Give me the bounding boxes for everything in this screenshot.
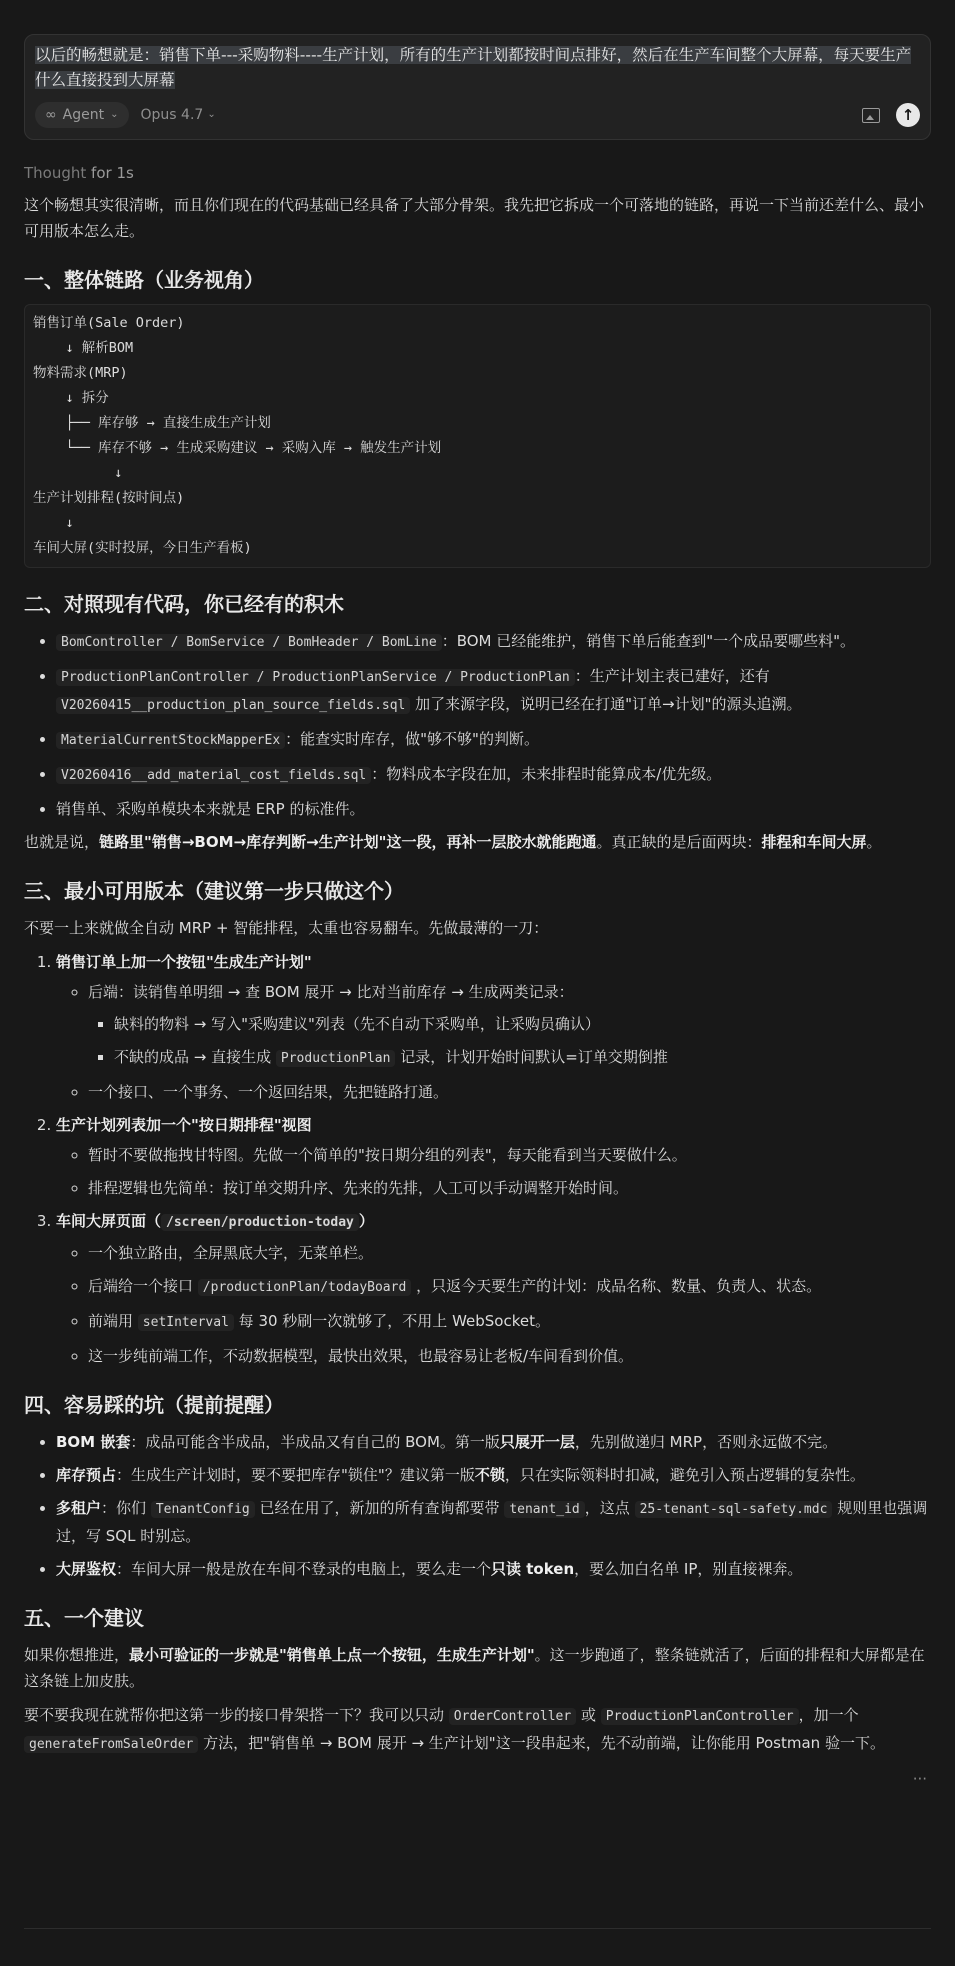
code-line: ├── 库存够 → 直接生成生产计划 xyxy=(33,415,271,431)
section-3-intro: 不要一上来就做全自动 MRP + 智能排程，太重也容易翻车。先做最薄的一刀： xyxy=(24,919,549,937)
list-item: • 多租户：你们 TenantConfig 已经在用了，新加的所有查询都要带 tenant_id ，这点 25-tenant-sql-safety.mdc 规则里也强调过，写 SQL 时别忘。 xyxy=(56,1495,931,1549)
existing-blocks-list xyxy=(24,628,931,822)
list-item: ◦ 排程逻辑也先简单：按订单交期升序、先来的先排，人工可以手动调整开始时间。 xyxy=(88,1175,931,1201)
list-item xyxy=(56,663,931,719)
prompt-text[interactable]: 以后的畅想就是：销售下单---采购物料----生产计划，所有的生产计划都按时间点排好，然后在生产车间整个大屏幕，每天要生产什么直接投到大屏幕 xyxy=(35,46,912,89)
prompt-toolbar xyxy=(35,101,920,129)
list-item: ◦ 这一步纯前端工作，不动数据模型，最快出效果，也最容易让老板/车间看到价值。 xyxy=(88,1343,931,1369)
list-item: ◦ 后端给一个接口 /productionPlan/todayBoard ，只返今天要生产的计划：成品名称、数量、负责人、状态。 xyxy=(88,1273,931,1301)
code-line: 物料需求(MRP) xyxy=(33,365,128,381)
suggestion-paragraph: 如果你想推进，最小可验证的一步就是"销售单上点一个按钮，生成生产计划"。这一步跑通了，整条链就活了，后面的排程和大屏都是在这条链上加皮肤。 xyxy=(24,1646,925,1690)
list-item: • 大屏鉴权：车间大屏一般是放在车间不登录的电脑上，要么走一个只读 token，要么加白名单 IP，别直接裸奔。 xyxy=(56,1556,931,1582)
model-label: Opus 4.7 xyxy=(140,107,204,123)
list-item: ◦ 一个独立路由，全屏黑底大字，无菜单栏。 xyxy=(88,1240,931,1266)
section-3-title: 三、最小可用版本（建议第一步只做这个） xyxy=(24,879,404,903)
list-item: • 库存预占：生成生产计划时，要不要把库存"锁住"？建议第一版不锁，只在实际领料时扣减，避免引入预占逻辑的复杂性。 xyxy=(56,1462,931,1488)
send-button[interactable] xyxy=(896,103,920,127)
image-icon[interactable] xyxy=(862,108,880,123)
agent-label: Agent xyxy=(62,107,105,123)
list-item: ◦ 前端用 setInterval 每 30 秒刷一次就够了，不用上 WebSocket。 xyxy=(88,1308,931,1336)
list-item-text: ：能查实时库存，做"够不够"的判断。 xyxy=(285,730,539,748)
list-item: ◦ 暂时不要做拖拽甘特图。先做一个简单的"按日期分组的列表"，每天能看到当天要做什么。 xyxy=(88,1142,931,1168)
code-line: 销售订单(Sale Order) xyxy=(33,315,185,331)
inline-code: MaterialCurrentStockMapperEx xyxy=(56,732,285,749)
section-4-title: 四、容易踩的坑（提前提醒） xyxy=(24,1393,284,1417)
intro-paragraph: 这个畅想其实很清晰，而且你们现在的代码基础已经具备了大部分骨架。我先把它拆成一个可落地的链路，再说一下当前还差什么、最小可用版本怎么走。 xyxy=(24,196,925,240)
list-item: • BOM 嵌套：成品可能含半成品，半成品又有自己的 BOM。第一版只展开一层，先别做递归 MRP，否则永远做不完。 xyxy=(56,1429,931,1455)
list-item-text: ：生产计划主表已建好，还有 xyxy=(574,667,770,685)
divider xyxy=(24,1928,931,1929)
list-item-text: ：物料成本字段在加，未来排程时能算成本/优先级。 xyxy=(371,765,722,783)
inline-code: 25-tenant-sql-safety.mdc xyxy=(635,1501,833,1518)
mvp-step-1: 1. 销售订单上加一个按钮"生成生产计划" ◦ 后端：读销售单明细 → 查 BOM 展开 → 比对当前库存 → 生成两类记录： ▪ 缺料的物料 → 写入"采购建议"列表（先不自动下采购单，让采购员确认） ▪ 不缺的成品 → 直接生成 ProductionPlan 记录，计划开始时间默认=订单交期倒推 ◦ 一个接口、一个事务、一个返回结果，先把链路打通。 xyxy=(56,949,931,1105)
list-item xyxy=(56,628,931,656)
list-item: ▪ 缺料的物料 → 写入"采购建议"列表（先不自动下采购单，让采购员确认） xyxy=(114,1011,931,1037)
section-5-title: 五、一个建议 xyxy=(24,1606,144,1630)
inline-code: OrderController xyxy=(449,1708,576,1725)
list-item-text: ：BOM 已经能维护，销售下单后能查到"一个成品要哪些料"。 xyxy=(441,632,856,650)
code-line: ↓ 解析BOM xyxy=(33,340,134,356)
code-line: ↓ 拆分 xyxy=(33,390,109,406)
list-item: ▪ 不缺的成品 → 直接生成 ProductionPlan 记录，计划开始时间默认=订单交期倒推 xyxy=(114,1044,931,1072)
inline-code: ProductionPlan xyxy=(276,1050,396,1067)
infinity-icon: ∞ xyxy=(45,107,57,123)
code-line: ↓ xyxy=(33,465,123,481)
inline-code: generateFromSaleOrder xyxy=(24,1736,198,1753)
mvp-step-3: 3. 车间大屏页面（ /screen/production-today ） ◦ 一个独立路由，全屏黑底大字，无菜单栏。 ◦ 后端给一个接口 /productionPlan/todayBoard ，只返今天要生产的计划：成品名称、数量、负责人、状态。 ◦ 前端用 setInterval 每 30 秒刷一次就够了，不用上 WebSocket。 ◦ 这一步纯前端工作，不动数据模型，最快出效果，也最容易让老板/车间看到价值。 xyxy=(56,1208,931,1369)
mvp-steps-list xyxy=(24,949,931,1369)
section-2-title: 二、对照现有代码，你已经有的积木 xyxy=(24,592,344,616)
list-item: ◦ 一个接口、一个事务、一个返回结果，先把链路打通。 xyxy=(88,1079,931,1105)
inline-code: TenantConfig xyxy=(151,1501,255,1518)
inline-code: BomController / BomService / BomHeader / BomLine xyxy=(56,634,442,651)
prompt-box[interactable] xyxy=(24,34,931,140)
list-item: • 销售单、采购单模块本来就是 ERP 的标准件。 xyxy=(56,796,931,822)
more-options-button[interactable]: ··· xyxy=(912,1770,927,1788)
inline-code: ProductionPlanController / ProductionPlanService / ProductionPlan xyxy=(56,669,575,686)
inline-code: V20260416__add_material_cost_fields.sql xyxy=(56,767,371,784)
summary-paragraph: 也就是说，链路里"销售→BOM→库存判断→生产计划"这一段，再补一层胶水就能跑通。真正缺的是后面两块：排程和车间大屏。 xyxy=(24,833,882,851)
inline-code: tenant_id xyxy=(504,1501,584,1518)
thought-indicator[interactable] xyxy=(24,160,931,186)
pitfalls-list xyxy=(24,1429,931,1582)
thought-label: Thought xyxy=(24,164,87,182)
list-item: ◦ 后端：读销售单明细 → 查 BOM 展开 → 比对当前库存 → 生成两类记录： ▪ 缺料的物料 → 写入"采购建议"列表（先不自动下采购单，让采购员确认） ▪ 不缺的成品 → 直接生成 ProductionPlan 记录，计划开始时间默认=订单交期倒推 xyxy=(88,979,931,1072)
code-line: 生产计划排程(按时间点) xyxy=(33,490,185,506)
list-item xyxy=(56,761,931,789)
inline-code: ProductionPlanController xyxy=(601,1708,799,1725)
inline-code: /screen/production-today xyxy=(161,1214,359,1231)
model-selector[interactable] xyxy=(141,102,216,128)
arrow-up-icon: ↑ xyxy=(901,106,915,124)
thought-duration: for 1s xyxy=(91,164,134,182)
flow-code-block[interactable] xyxy=(24,304,931,568)
section-1-title: 一、整体链路（业务视角） xyxy=(24,268,264,292)
inline-code: setInterval xyxy=(138,1314,234,1331)
inline-code: /productionPlan/todayBoard xyxy=(198,1279,412,1296)
code-line: ↓ xyxy=(33,515,74,531)
inline-code: V20260415__production_plan_source_fields.sql xyxy=(56,697,410,714)
offer-paragraph: 要不要我现在就帮你把这第一步的接口骨架搭一下？我可以只动 OrderController 或 ProductionPlanController ，加一个 generateFromSaleOrder 方法，把"销售单 → BOM 展开 → 生产计划"这一段串起来，先不动前端，让你能用 Postman 验一下。 xyxy=(24,1706,885,1752)
chevron-down-icon: ⌄ xyxy=(110,109,119,120)
agent-mode-selector[interactable] xyxy=(35,102,129,128)
mvp-step-2: 2. 生产计划列表加一个"按日期排程"视图 ◦ 暂时不要做拖拽甘特图。先做一个简单的"按日期分组的列表"，每天能看到当天要做什么。 ◦ 排程逻辑也先简单：按订单交期升序、先来的先排，人工可以手动调整开始时间。 xyxy=(56,1112,931,1201)
chevron-down-icon: ⌄ xyxy=(207,109,216,120)
list-item-text: 加了来源字段，说明已经在打通"订单→计划"的源头追溯。 xyxy=(415,695,802,713)
code-line: 车间大屏(实时投屏，今日生产看板) xyxy=(33,540,252,556)
code-line: └── 库存不够 → 生成采购建议 → 采购入库 → 触发生产计划 xyxy=(33,440,442,456)
list-item xyxy=(56,726,931,754)
